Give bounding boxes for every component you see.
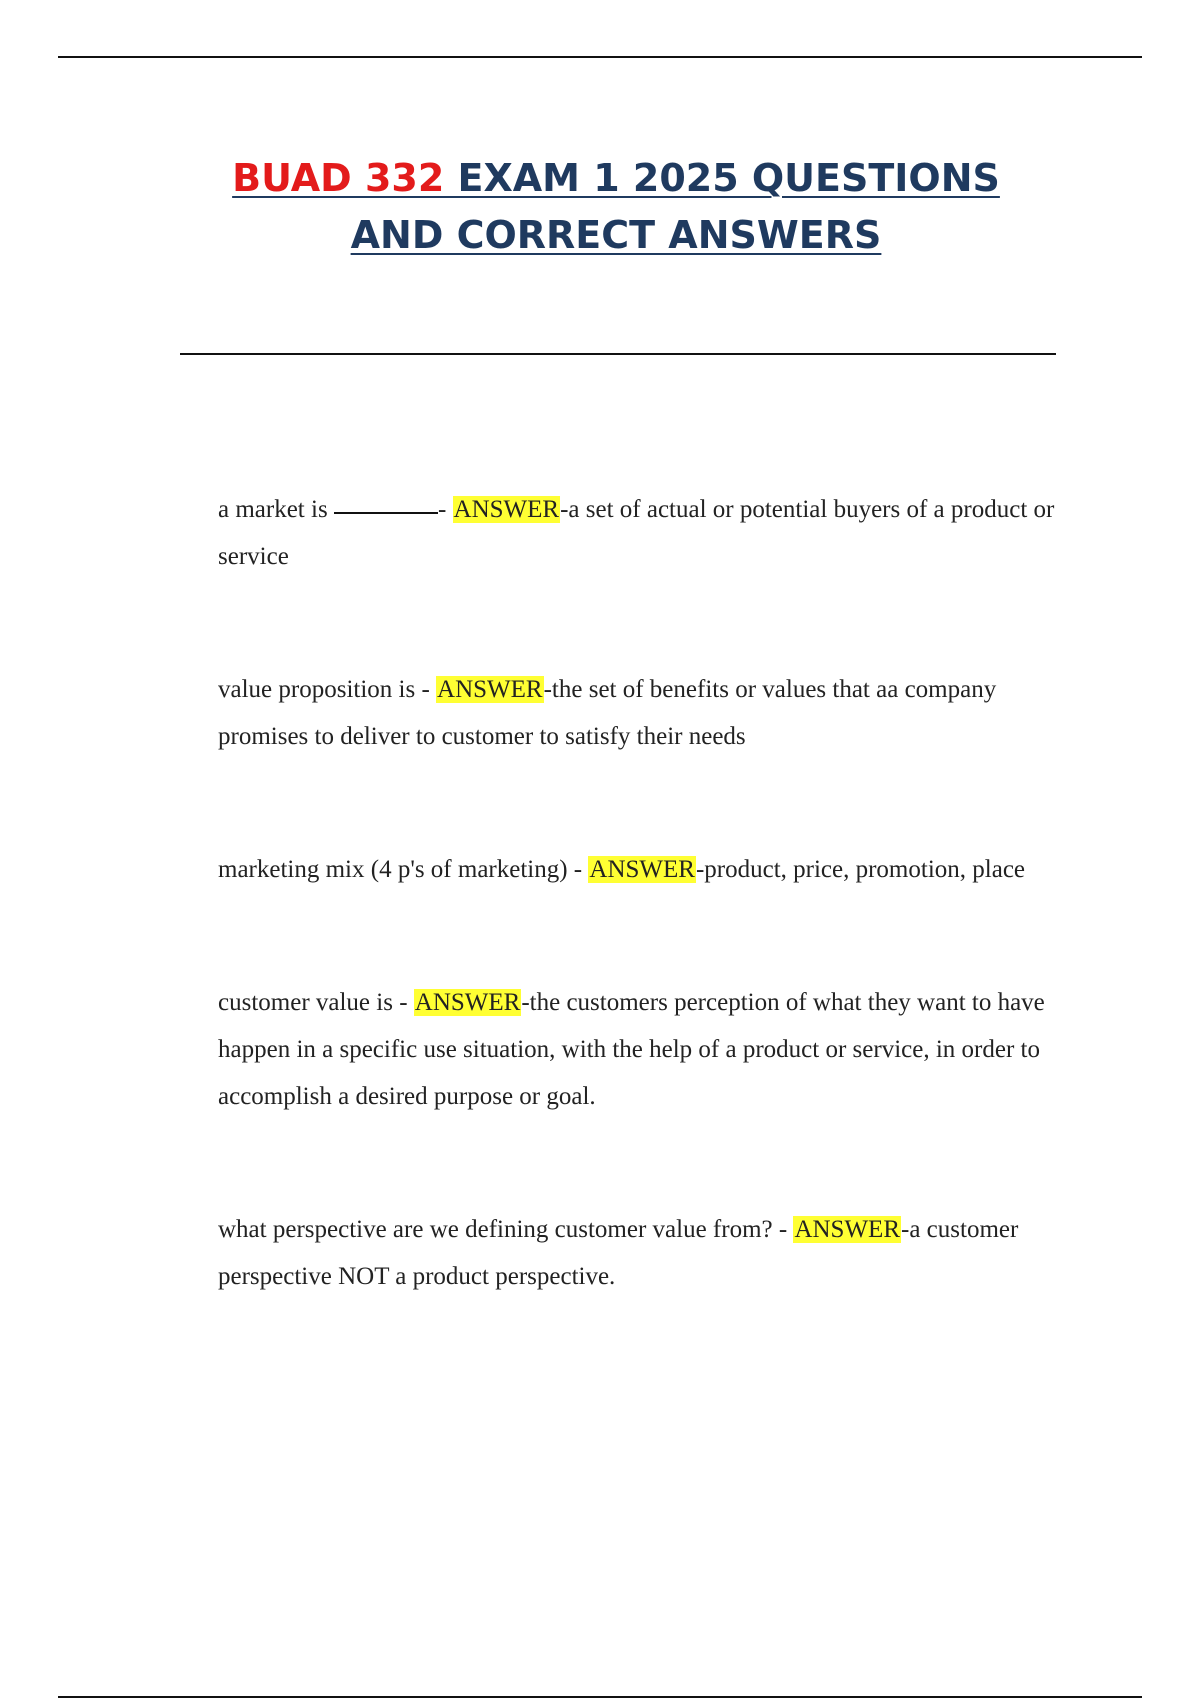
document-title <box>150 150 1082 264</box>
question-text: customer value is - <box>218 989 414 1016</box>
question-separator: - <box>437 496 453 523</box>
title-exam-text: EXAM 1 2025 QUESTIONS <box>457 156 1000 200</box>
answer-label: ANSWER <box>414 989 521 1016</box>
qa-item <box>218 1206 1058 1300</box>
qa-item <box>218 979 1058 1120</box>
question-text: marketing mix (4 p's of marketing) - <box>218 856 589 883</box>
title-line-2: AND CORRECT ANSWERS <box>350 213 882 257</box>
question-text: a market is <box>218 496 334 523</box>
answer-text: -the customers perception of what they want to have happen in a specific use situation, with the help of a product or service, in order to accomplish a desired purpose or goal. <box>218 989 1045 1110</box>
top-rule <box>58 56 1142 58</box>
answer-label: ANSWER <box>453 496 560 523</box>
question-text: value proposition is - <box>218 676 437 703</box>
qa-list <box>218 486 1058 1300</box>
answer-text: -the set of benefits or values that aa company promises to deliver to customer to satisfy their needs <box>218 676 997 750</box>
title-line-1 <box>232 150 1000 207</box>
answer-text: -a set of actual or potential buyers of a product or service <box>218 496 1055 570</box>
qa-item <box>218 846 1058 893</box>
answer-label: ANSWER <box>437 676 543 703</box>
question-text: what perspective are we defining customer value from? - <box>218 1216 794 1243</box>
qa-item <box>218 486 1058 580</box>
answer-label: ANSWER <box>794 1216 901 1243</box>
bottom-rule <box>58 1696 1142 1698</box>
answer-label: ANSWER <box>589 856 695 883</box>
answer-text: -a customer perspective NOT a product perspective. <box>218 1216 1019 1290</box>
title-course-code: BUAD 332 <box>232 156 458 200</box>
fill-in-blank <box>334 512 438 514</box>
title-divider <box>180 353 1056 355</box>
qa-item <box>218 666 1058 760</box>
answer-text: -product, price, promotion, place <box>695 856 1026 883</box>
